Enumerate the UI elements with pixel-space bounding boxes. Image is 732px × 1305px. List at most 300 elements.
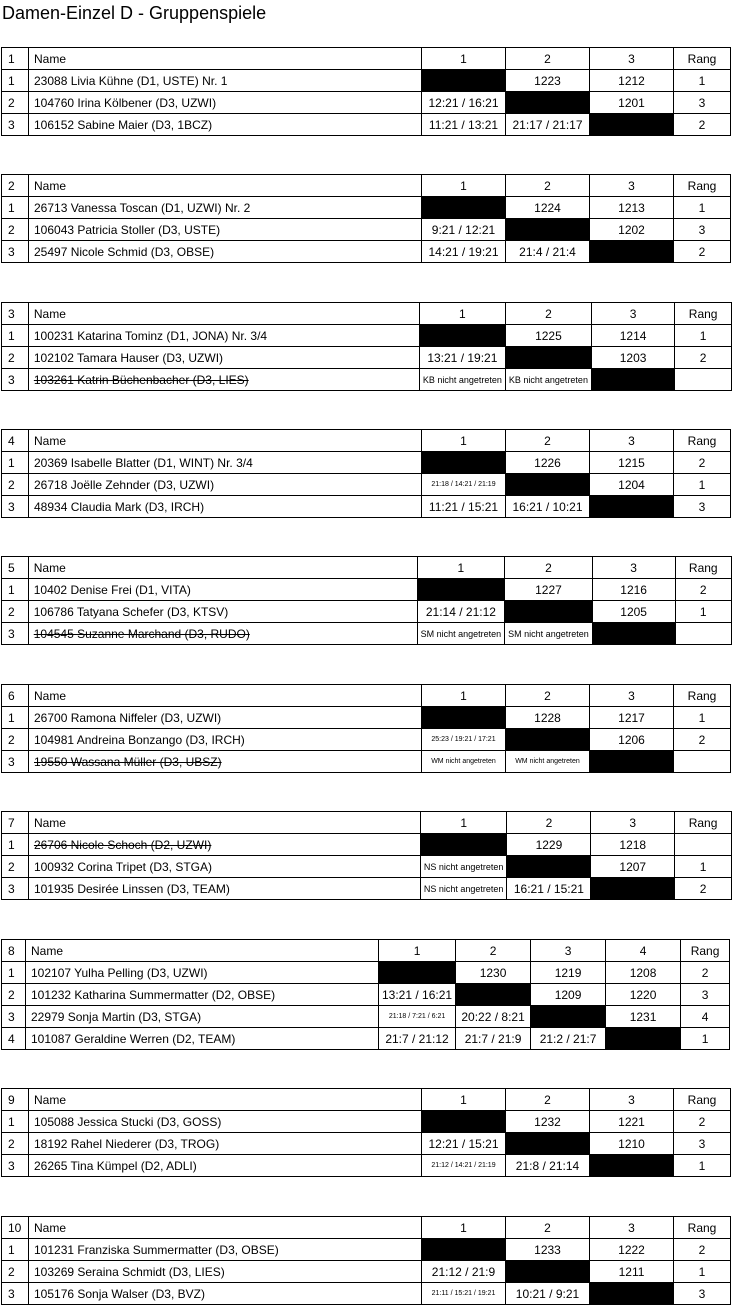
self-match-block (506, 1133, 590, 1155)
match-cell: 1211 (590, 1261, 674, 1283)
self-match-block (505, 347, 591, 369)
match-cell: WM nicht angetreten (506, 751, 590, 773)
row-index: 3 (2, 496, 29, 518)
player-name (29, 219, 422, 241)
group-header-row (2, 557, 732, 579)
match-cell: 1205 (592, 601, 675, 623)
player-name (29, 241, 422, 263)
rank-cell: 2 (674, 1111, 731, 1133)
rank-cell (675, 369, 732, 391)
row-index: 1 (2, 70, 29, 92)
rank-cell: 2 (674, 452, 731, 474)
match-cell: 1231 (606, 1006, 681, 1028)
row-index: 2 (2, 92, 29, 114)
match-cell: 16:21 / 10:21 (506, 496, 590, 518)
opponent-col-header: 1 (419, 303, 505, 325)
player-name (28, 325, 419, 347)
player-name (26, 1028, 379, 1050)
player-name-text: 25497 Nicole Schmid (D3, OBSE) (34, 244, 215, 259)
player-name (29, 474, 422, 496)
rank-cell: 1 (674, 70, 731, 92)
rank-cell: 2 (674, 729, 731, 751)
opponent-col-header: 3 (591, 303, 674, 325)
row-index: 1 (2, 325, 29, 347)
match-cell: 12:21 / 16:21 (422, 92, 506, 114)
player-name (29, 1133, 422, 1155)
name-header: Name (29, 1217, 422, 1239)
row-index: 2 (2, 856, 29, 878)
group-header-row (2, 1089, 731, 1111)
player-name (29, 1239, 422, 1261)
self-match-block (506, 219, 590, 241)
opponent-col-header: 2 (506, 430, 590, 452)
match-cell: 1210 (590, 1133, 674, 1155)
table-row (2, 751, 731, 773)
table-row (2, 347, 732, 369)
row-index: 3 (2, 751, 29, 773)
opponent-col-header: 1 (422, 48, 506, 70)
match-cell: 1201 (590, 92, 674, 114)
group-table-1 (1, 47, 731, 136)
rang-header: Rang (674, 48, 731, 70)
player-name-text: 10402 Denise Frei (D1, VITA) (33, 582, 191, 597)
match-cell: 21:18 / 14:21 / 21:19 (422, 474, 506, 496)
self-match-block (422, 1111, 506, 1133)
name-header: Name (29, 175, 422, 197)
row-index: 2 (2, 984, 26, 1006)
match-cell: WM nicht angetreten (422, 751, 506, 773)
match-cell: 16:21 / 15:21 (507, 878, 591, 900)
opponent-col-header: 3 (590, 685, 674, 707)
player-name (28, 623, 417, 645)
player-name-text: 26265 Tina Kümpel (D2, ADLI) (34, 1158, 197, 1173)
rang-header: Rang (675, 303, 732, 325)
name-header: Name (28, 303, 419, 325)
name-header: Name (29, 48, 422, 70)
player-name-text: 19550 Wassana Müller (D3, UBSZ) (34, 754, 222, 769)
match-cell: 1218 (591, 834, 675, 856)
rank-cell: 3 (681, 984, 730, 1006)
table-row (2, 197, 731, 219)
self-match-block (420, 834, 507, 856)
match-cell: 1225 (505, 325, 591, 347)
player-name (28, 878, 420, 900)
table-row (2, 452, 731, 474)
match-cell: 1223 (506, 70, 590, 92)
table-row (2, 1155, 731, 1177)
row-index: 3 (2, 623, 29, 645)
opponent-col-header: 4 (606, 940, 681, 962)
match-cell: KB nicht angetreten (505, 369, 591, 391)
opponent-col-header: 1 (422, 175, 506, 197)
player-name-text: 101935 Desirée Linssen (D3, TEAM) (33, 881, 230, 896)
opponent-col-header: 1 (379, 940, 456, 962)
row-index: 4 (2, 1028, 26, 1050)
opponent-col-header: 1 (422, 430, 506, 452)
group-header-row (2, 940, 730, 962)
self-match-block (506, 474, 590, 496)
match-cell: 21:8 / 21:14 (506, 1155, 590, 1177)
player-name (26, 1006, 379, 1028)
self-match-block (379, 962, 456, 984)
match-cell: 12:21 / 15:21 (422, 1133, 506, 1155)
player-name-text: 104981 Andreina Bonzango (D3, IRCH) (34, 732, 245, 747)
match-cell: SM nicht angetreten (505, 623, 593, 645)
row-index: 2 (2, 601, 29, 623)
opponent-col-header: 1 (417, 557, 505, 579)
opponent-col-header: 3 (592, 557, 675, 579)
rank-cell: 1 (675, 601, 732, 623)
page-title: Damen-Einzel D - Gruppenspiele (2, 3, 267, 23)
row-index: 2 (2, 1133, 29, 1155)
match-cell: SM nicht angetreten (417, 623, 505, 645)
player-name-text: 23088 Livia Kühne (D1, USTE) Nr. 1 (34, 73, 228, 88)
self-match-block (422, 707, 506, 729)
match-cell: 21:12 / 14:21 / 21:19 (422, 1155, 506, 1177)
match-cell: 1214 (591, 325, 674, 347)
player-name-text: 102107 Yulha Pelling (D3, UZWI) (31, 965, 208, 980)
match-cell: 13:21 / 16:21 (379, 984, 456, 1006)
self-match-block (507, 856, 591, 878)
self-match-block (590, 496, 674, 518)
match-cell: KB nicht angetreten (419, 369, 505, 391)
rank-cell: 2 (675, 347, 732, 369)
table-row (2, 984, 730, 1006)
opponent-col-header: 2 (506, 1217, 590, 1239)
player-name (29, 1111, 422, 1133)
rank-cell: 2 (674, 114, 731, 136)
player-name (28, 601, 417, 623)
match-cell: 20:22 / 8:21 (456, 1006, 531, 1028)
rank-cell: 1 (674, 474, 731, 496)
player-name-text: 104545 Suzanne Marchand (D3, RUDO) (33, 626, 250, 641)
group-header-row (2, 685, 731, 707)
player-name (28, 369, 419, 391)
name-header: Name (28, 557, 417, 579)
player-name-text: 106786 Tatyana Schefer (D3, KTSV) (33, 604, 229, 619)
group-number: 2 (2, 175, 29, 197)
player-name-text: 18192 Rahel Niederer (D3, TROG) (34, 1136, 220, 1151)
row-index: 1 (2, 1239, 29, 1261)
match-cell: 1206 (590, 729, 674, 751)
group-table-3 (1, 302, 732, 391)
match-cell: 9:21 / 12:21 (422, 219, 506, 241)
player-name (28, 856, 420, 878)
player-name (28, 834, 420, 856)
table-row (2, 878, 732, 900)
match-cell: 13:21 / 19:21 (419, 347, 505, 369)
match-cell: NS nicht angetreten (420, 856, 507, 878)
rang-header: Rang (674, 175, 731, 197)
player-name (29, 197, 422, 219)
table-row (2, 241, 731, 263)
match-cell: 21:17 / 21:17 (506, 114, 590, 136)
row-index: 2 (2, 474, 29, 496)
player-name-text: 106043 Patricia Stoller (D3, USTE) (34, 222, 221, 237)
rank-cell: 1 (675, 856, 732, 878)
name-header: Name (29, 685, 422, 707)
match-cell: 1224 (506, 197, 590, 219)
match-cell: 1233 (506, 1239, 590, 1261)
group-table-2 (1, 174, 731, 263)
opponent-col-header: 2 (506, 48, 590, 70)
group-table-7 (1, 811, 732, 900)
rank-cell: 1 (674, 1155, 731, 1177)
player-name (29, 452, 422, 474)
match-cell: 21:18 / 7:21 / 6:21 (379, 1006, 456, 1028)
self-match-block (591, 878, 675, 900)
rank-cell: 1 (681, 1028, 730, 1050)
table-row (2, 1006, 730, 1028)
group-header-row (2, 430, 731, 452)
match-cell: NS nicht angetreten (420, 878, 507, 900)
rang-header: Rang (681, 940, 730, 962)
rank-cell: 2 (674, 1239, 731, 1261)
table-row (2, 114, 731, 136)
group-number: 9 (2, 1089, 29, 1111)
player-name-text: 101232 Katharina Summermatter (D2, OBSE) (31, 987, 276, 1002)
rank-cell: 1 (675, 325, 732, 347)
group-number: 6 (2, 685, 29, 707)
opponent-col-header: 3 (591, 812, 675, 834)
rank-cell: 2 (675, 878, 732, 900)
player-name (29, 751, 422, 773)
table-row (2, 325, 732, 347)
self-match-block (419, 325, 505, 347)
group-table-10 (1, 1216, 731, 1305)
table-row (2, 1111, 731, 1133)
self-match-block (590, 751, 674, 773)
match-cell: 14:21 / 19:21 (422, 241, 506, 263)
rang-header: Rang (674, 685, 731, 707)
player-name-text: 100932 Corina Tripet (D3, STGA) (33, 859, 213, 874)
player-name-text: 101087 Geraldine Werren (D2, TEAM) (31, 1031, 236, 1046)
match-cell: 1216 (592, 579, 675, 601)
match-cell: 1232 (506, 1111, 590, 1133)
rang-header: Rang (674, 430, 731, 452)
group-header-row (2, 48, 731, 70)
rank-cell: 2 (681, 962, 730, 984)
match-cell: 11:21 / 13:21 (422, 114, 506, 136)
row-index: 3 (2, 878, 29, 900)
player-name-text: 20369 Isabelle Blatter (D1, WINT) Nr. 3/4 (34, 455, 253, 470)
self-match-block (456, 984, 531, 1006)
match-cell: 11:21 / 15:21 (422, 496, 506, 518)
match-cell: 10:21 / 9:21 (506, 1283, 590, 1305)
opponent-col-header: 1 (422, 1089, 506, 1111)
player-name (29, 92, 422, 114)
group-header-row (2, 303, 732, 325)
row-index: 2 (2, 1261, 29, 1283)
match-cell: 1204 (590, 474, 674, 496)
player-name-text: 102102 Tamara Hauser (D3, UZWI) (33, 350, 224, 365)
group-number: 8 (2, 940, 26, 962)
match-cell: 1230 (456, 962, 531, 984)
self-match-block (505, 601, 593, 623)
match-cell: 1215 (590, 452, 674, 474)
rank-cell: 3 (674, 219, 731, 241)
table-row (2, 623, 732, 645)
player-name (29, 114, 422, 136)
opponent-col-header: 2 (505, 557, 593, 579)
opponent-col-header: 2 (507, 812, 591, 834)
player-name-text: 22979 Sonja Martin (D3, STGA) (31, 1009, 202, 1024)
player-name (26, 962, 379, 984)
self-match-block (422, 70, 506, 92)
match-cell: 1203 (591, 347, 674, 369)
opponent-col-header: 1 (422, 685, 506, 707)
rank-cell (674, 751, 731, 773)
match-cell: 1207 (591, 856, 675, 878)
match-cell: 1227 (505, 579, 593, 601)
opponent-col-header: 2 (505, 303, 591, 325)
player-name-text: 105176 Sonja Walser (D3, BVZ) (34, 1286, 205, 1301)
rank-cell (675, 834, 732, 856)
opponent-col-header: 3 (590, 1217, 674, 1239)
opponent-col-header: 3 (590, 430, 674, 452)
player-name-text: 26706 Nicole Schoch (D2, UZWI) (33, 837, 212, 852)
self-match-block (506, 729, 590, 751)
match-cell: 1229 (507, 834, 591, 856)
player-name (29, 1261, 422, 1283)
match-cell: 1220 (606, 984, 681, 1006)
row-index: 1 (2, 707, 29, 729)
player-name (28, 579, 417, 601)
row-index: 1 (2, 1111, 29, 1133)
player-name (26, 984, 379, 1006)
player-name (29, 1155, 422, 1177)
self-match-block (592, 623, 675, 645)
table-row (2, 1133, 731, 1155)
match-cell: 1212 (590, 70, 674, 92)
self-match-block (531, 1006, 606, 1028)
rank-cell: 3 (674, 496, 731, 518)
group-number: 7 (2, 812, 29, 834)
self-match-block (422, 452, 506, 474)
opponent-col-header: 3 (590, 175, 674, 197)
group-number: 5 (2, 557, 29, 579)
opponent-col-header: 2 (506, 1089, 590, 1111)
self-match-block (590, 114, 674, 136)
rank-cell (675, 623, 732, 645)
rank-cell: 3 (674, 92, 731, 114)
match-cell: 1217 (590, 707, 674, 729)
self-match-block (590, 1283, 674, 1305)
match-cell: 1208 (606, 962, 681, 984)
opponent-col-header: 2 (456, 940, 531, 962)
group-table-5 (1, 556, 732, 645)
self-match-block (422, 197, 506, 219)
table-row (2, 1283, 731, 1305)
group-header-row (2, 175, 731, 197)
opponent-col-header: 2 (506, 685, 590, 707)
table-row (2, 962, 730, 984)
rank-cell: 2 (674, 241, 731, 263)
row-index: 1 (2, 197, 29, 219)
player-name-text: 103261 Katrin Büchenbacher (D3, LIES) (33, 372, 249, 387)
table-row (2, 92, 731, 114)
row-index: 1 (2, 579, 29, 601)
match-cell: 1202 (590, 219, 674, 241)
group-table-8 (1, 939, 730, 1050)
row-index: 1 (2, 452, 29, 474)
table-row (2, 856, 732, 878)
match-cell: 1221 (590, 1111, 674, 1133)
group-table-6 (1, 684, 731, 773)
group-number: 4 (2, 430, 29, 452)
row-index: 2 (2, 729, 29, 751)
row-index: 1 (2, 962, 26, 984)
match-cell: 1228 (506, 707, 590, 729)
rank-cell: 3 (674, 1133, 731, 1155)
row-index: 3 (2, 114, 29, 136)
table-row (2, 707, 731, 729)
table-row (2, 729, 731, 751)
player-name (28, 347, 419, 369)
player-name (29, 729, 422, 751)
table-row (2, 369, 732, 391)
rank-cell: 1 (674, 707, 731, 729)
row-index: 3 (2, 369, 29, 391)
table-row (2, 219, 731, 241)
match-cell: 21:7 / 21:9 (456, 1028, 531, 1050)
group-header-row (2, 1217, 731, 1239)
table-row (2, 1028, 730, 1050)
match-cell: 25:23 / 19:21 / 17:21 (422, 729, 506, 751)
self-match-block (422, 1239, 506, 1261)
player-name-text: 105088 Jessica Stucki (D3, GOSS) (34, 1114, 222, 1129)
group-table-4 (1, 429, 731, 518)
row-index: 1 (2, 834, 29, 856)
match-cell: 21:14 / 21:12 (417, 601, 505, 623)
rang-header: Rang (675, 557, 732, 579)
rang-header: Rang (674, 1089, 731, 1111)
row-index: 3 (2, 1006, 26, 1028)
table-row (2, 496, 731, 518)
player-name-text: 48934 Claudia Mark (D3, IRCH) (34, 499, 205, 514)
group-number: 3 (2, 303, 29, 325)
rank-cell: 1 (674, 197, 731, 219)
player-name-text: 100231 Katarina Tominz (D1, JONA) Nr. 3/4 (33, 328, 268, 343)
self-match-block (417, 579, 505, 601)
self-match-block (606, 1028, 681, 1050)
self-match-block (506, 1261, 590, 1283)
opponent-col-header: 3 (590, 1089, 674, 1111)
player-name (29, 1283, 422, 1305)
match-cell: 1219 (531, 962, 606, 984)
rang-header: Rang (675, 812, 732, 834)
match-cell: 1222 (590, 1239, 674, 1261)
opponent-col-header: 3 (590, 48, 674, 70)
match-cell: 21:12 / 21:9 (422, 1261, 506, 1283)
player-name-text: 26718 Joëlle Zehnder (D3, UZWI) (34, 477, 215, 492)
table-row (2, 70, 731, 92)
table-row (2, 474, 731, 496)
player-name (29, 496, 422, 518)
table-row (2, 601, 732, 623)
player-name-text: 103269 Seraina Schmidt (D3, LIES) (34, 1264, 225, 1279)
self-match-block (506, 92, 590, 114)
row-index: 2 (2, 219, 29, 241)
self-match-block (591, 369, 674, 391)
opponent-col-header: 1 (422, 1217, 506, 1239)
match-cell: 1226 (506, 452, 590, 474)
rank-cell: 2 (675, 579, 732, 601)
player-name-text: 26713 Vanessa Toscan (D1, UZWI) Nr. 2 (34, 200, 251, 215)
table-row (2, 579, 732, 601)
row-index: 2 (2, 347, 29, 369)
group-header-row (2, 812, 732, 834)
